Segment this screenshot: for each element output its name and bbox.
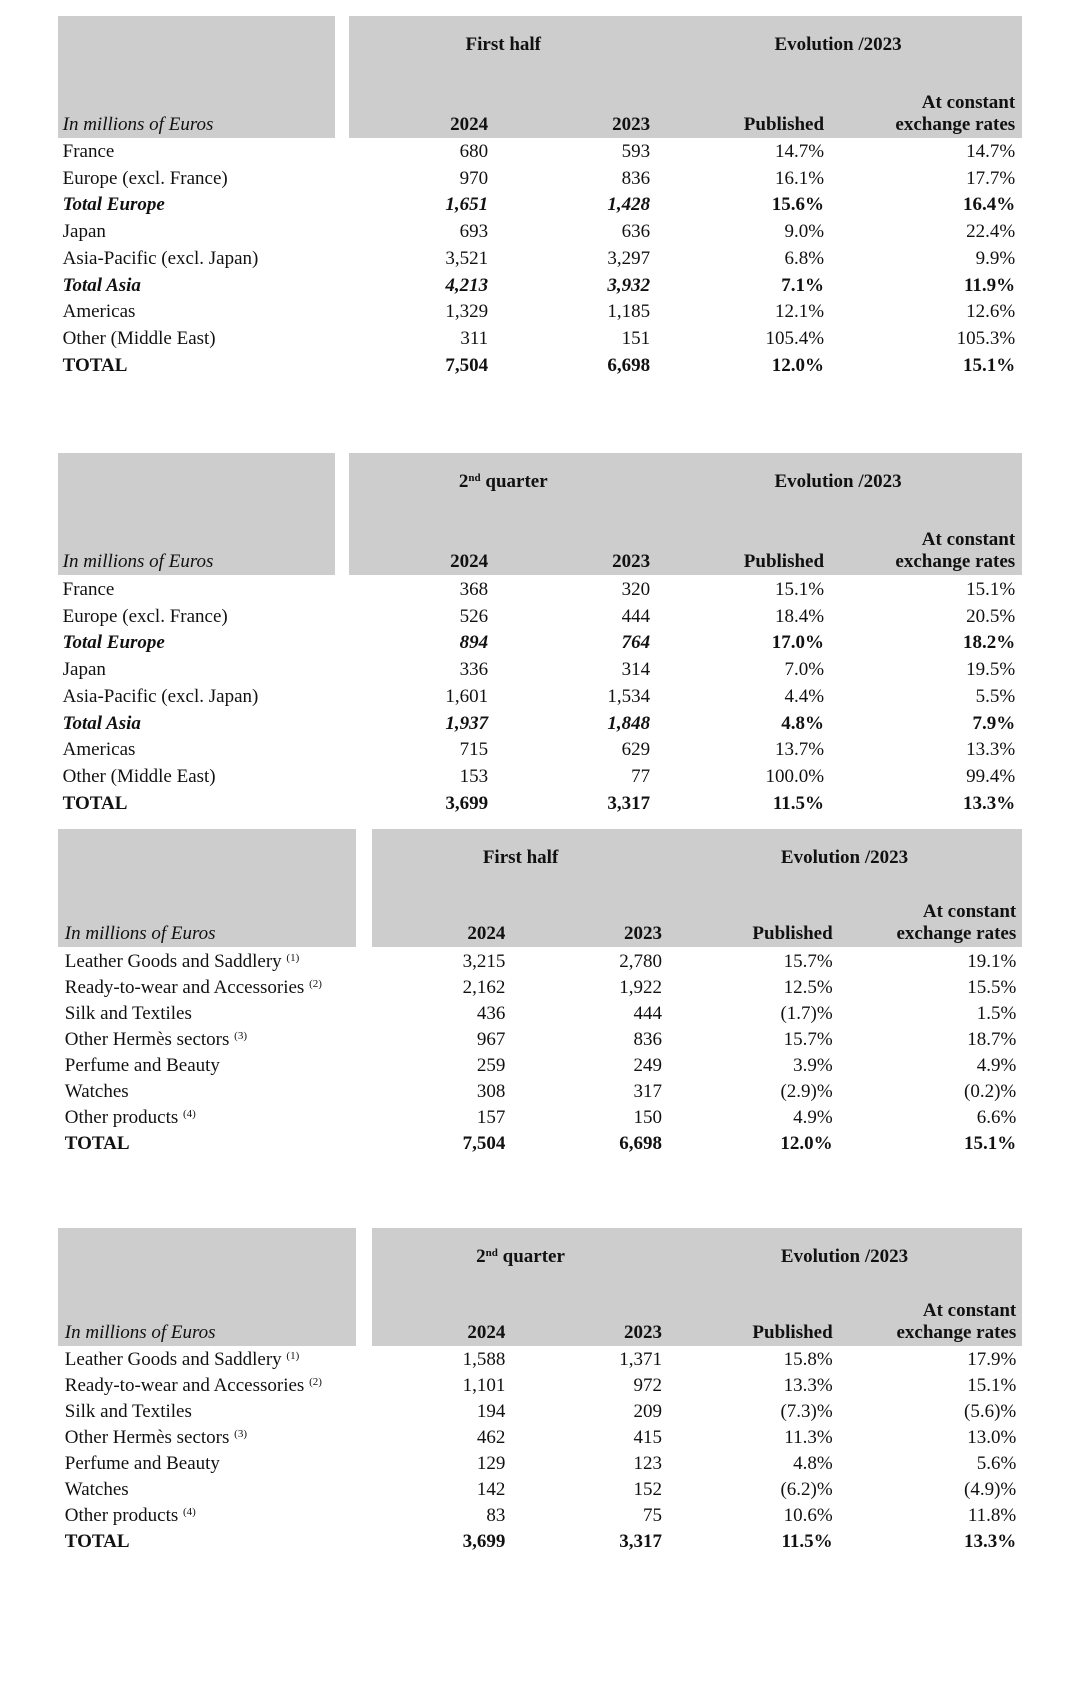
cell-2024: 526 <box>459 606 489 627</box>
cell-published: 13.3% <box>783 1375 833 1396</box>
cell-constant-rate: 11.8% <box>967 1505 1017 1526</box>
row-label-text: Leather Goods and Saddlery <box>64 951 282 972</box>
cell-published: 15.7% <box>783 1029 833 1050</box>
unit-label: In millions of Euros <box>62 551 214 572</box>
cell-2023: 972 <box>633 1375 663 1396</box>
cell-constant-rate: 13.3% <box>966 739 1016 760</box>
cell-constant-rate: 11.9% <box>963 275 1016 296</box>
cell-2024: 336 <box>459 659 489 680</box>
cell-constant-rate: 17.7% <box>966 168 1016 189</box>
table-row-label <box>63 766 216 788</box>
cell-constant-rate: 14.7% <box>966 141 1016 162</box>
row-label-text: Europe (excl. France) <box>62 168 228 189</box>
cell-published: 12.5% <box>783 977 833 998</box>
col-header-constant-line1: At constant <box>921 92 1016 113</box>
cell-constant-rate: 5.5% <box>975 686 1016 707</box>
footnote-ref: (1) <box>286 952 300 964</box>
col-header-2023: 2023 <box>624 1322 663 1343</box>
footnote-ref: (4) <box>183 1506 196 1518</box>
table-row-label <box>65 1107 196 1129</box>
row-label-text: Leather Goods and Saddlery <box>64 1349 282 1370</box>
row-label-text: Total Europe <box>62 632 165 653</box>
cell-2023: 629 <box>621 739 651 760</box>
cell-constant-rate: 13.3% <box>964 1531 1017 1552</box>
cell-2023: 6,698 <box>619 1133 663 1154</box>
evolution-heading: Evolution /2023 <box>780 847 909 868</box>
table-row-label <box>65 1349 299 1371</box>
cell-2024: 142 <box>476 1479 506 1500</box>
cell-2023: 1,428 <box>607 194 651 215</box>
row-label-text: Watches <box>64 1081 129 1102</box>
cell-2024: 693 <box>459 221 489 242</box>
row-label-text: Perfume and Beauty <box>64 1453 220 1474</box>
row-label-text: Other products <box>64 1107 179 1128</box>
row-label-text: TOTAL <box>64 1531 130 1552</box>
cell-published: 3.9% <box>793 1055 833 1076</box>
table-row-label <box>63 659 106 681</box>
cell-constant-rate: 22.4% <box>966 221 1016 242</box>
cell-constant-rate: 6.6% <box>976 1107 1017 1128</box>
cell-published: 15.7% <box>783 951 833 972</box>
cell-2024: 2,162 <box>462 977 506 998</box>
cell-constant-rate: 1.5% <box>976 1003 1017 1024</box>
footnote-ref: (2) <box>309 978 322 990</box>
cell-2024: 1,588 <box>462 1349 506 1370</box>
cell-2024: 1,937 <box>445 713 489 734</box>
cell-constant-rate: 9.9% <box>975 248 1016 269</box>
footnote-ref: (4) <box>183 1108 196 1120</box>
col-header-2024: 2024 <box>467 1322 506 1343</box>
table-row-label <box>65 1133 130 1155</box>
col-header-2024: 2024 <box>450 114 489 135</box>
cell-2023: 2,780 <box>619 951 663 972</box>
table-row-label <box>65 1029 247 1051</box>
table-row-label <box>65 1055 220 1077</box>
cell-published: (7.3)% <box>780 1401 833 1422</box>
cell-2023: 1,922 <box>619 977 663 998</box>
row-label-text: TOTAL <box>62 793 128 814</box>
cell-constant-rate: 15.1% <box>962 355 1016 376</box>
cell-published: 11.5% <box>781 1531 833 1552</box>
col-header-constant-line2: exchange rates <box>896 1322 1017 1343</box>
cell-2024: 153 <box>459 766 489 787</box>
table-row-label <box>63 355 128 377</box>
cell-published: 6.8% <box>784 248 825 269</box>
cell-constant-rate: 15.1% <box>964 1133 1017 1154</box>
col-header-constant-line2: exchange rates <box>895 114 1016 135</box>
row-label-text: Total Asia <box>62 713 141 734</box>
cell-constant-rate: 7.9% <box>972 713 1016 734</box>
cell-2024: 157 <box>476 1107 506 1128</box>
cell-constant-rate: 4.9% <box>976 1055 1017 1076</box>
col-header-published: Published <box>752 1322 833 1343</box>
cell-published: 12.0% <box>780 1133 833 1154</box>
cell-2023: 1,534 <box>607 686 651 707</box>
cell-2023: 1,848 <box>607 713 651 734</box>
col-header-constant-line2: exchange rates <box>895 551 1016 572</box>
table-row-label <box>63 632 165 654</box>
table-row-label <box>63 793 128 815</box>
cell-constant-rate: (5.6)% <box>964 1401 1017 1422</box>
row-label-text: Other Hermès sectors <box>64 1427 230 1448</box>
cell-2023: 3,932 <box>607 275 651 296</box>
cell-constant-rate: 13.0% <box>967 1427 1017 1448</box>
cell-constant-rate: (4.9)% <box>964 1479 1017 1500</box>
col-header-published: Published <box>743 551 825 572</box>
unit-label: In millions of Euros <box>62 114 214 135</box>
col-header-2023: 2023 <box>624 923 663 944</box>
row-label-text: TOTAL <box>62 355 128 376</box>
cell-2023: 150 <box>633 1107 663 1128</box>
row-label-text: Asia-Pacific (excl. Japan) <box>62 686 259 707</box>
table-row-label <box>63 301 136 323</box>
col-header-constant-line1: At constant <box>922 901 1017 922</box>
row-label-text: Silk and Textiles <box>64 1003 192 1024</box>
footnote-ref: (3) <box>234 1428 247 1440</box>
cell-published: 15.8% <box>783 1349 833 1370</box>
cell-2024: 894 <box>459 632 489 653</box>
cell-2024: 129 <box>476 1453 506 1474</box>
cell-2023: 75 <box>643 1505 663 1526</box>
cell-2024: 1,329 <box>445 301 489 322</box>
cell-published: 4.8% <box>793 1453 833 1474</box>
cell-2024: 462 <box>476 1427 506 1448</box>
cell-2024: 1,601 <box>445 686 489 707</box>
cell-constant-rate: 15.1% <box>967 1375 1017 1396</box>
cell-published: 4.8% <box>781 713 825 734</box>
row-label-text: Ready-to-wear and Accessories <box>64 977 305 998</box>
table-row-label <box>63 275 141 297</box>
row-label-text: TOTAL <box>64 1133 130 1154</box>
cell-2023: 3,317 <box>607 793 651 814</box>
row-label-text: Other (Middle East) <box>62 766 216 787</box>
period-heading <box>395 471 611 493</box>
cell-2023: 1,185 <box>607 301 651 322</box>
cell-2023: 314 <box>621 659 651 680</box>
cell-constant-rate: 19.5% <box>966 659 1016 680</box>
cell-2024: 1,651 <box>445 194 489 215</box>
footnote-ref: (1) <box>286 1350 300 1362</box>
cell-published: 105.4% <box>765 328 825 349</box>
period-heading <box>413 847 629 869</box>
cell-published: 13.7% <box>774 739 825 760</box>
cell-published: 16.1% <box>774 168 825 189</box>
period-text-rest: quarter <box>480 471 548 492</box>
table-row-label <box>63 739 136 761</box>
cell-2023: 123 <box>633 1453 663 1474</box>
cell-2023: 320 <box>621 579 651 600</box>
cell-published: 10.6% <box>783 1505 833 1526</box>
period-text: First half <box>465 34 541 55</box>
cell-2023: 209 <box>633 1401 663 1422</box>
row-label-text: Americas <box>62 301 136 322</box>
cell-published: 17.0% <box>771 632 825 653</box>
evolution-heading: Evolution /2023 <box>774 34 902 55</box>
period-text: First half <box>482 847 559 868</box>
table-row-label <box>65 1081 129 1103</box>
cell-constant-rate: 105.3% <box>956 328 1016 349</box>
period-text: 2 <box>476 1246 486 1267</box>
row-label-text: France <box>62 579 115 600</box>
cell-2023: 636 <box>621 221 651 242</box>
cell-published: 4.9% <box>793 1107 833 1128</box>
cell-2024: 3,215 <box>462 951 506 972</box>
cell-published: 7.1% <box>781 275 825 296</box>
row-label-text: Watches <box>64 1479 129 1500</box>
col-header-2023: 2023 <box>612 114 651 135</box>
cell-2024: 259 <box>476 1055 506 1076</box>
footnote-ref: nd <box>468 472 481 484</box>
col-header-2023: 2023 <box>612 551 651 572</box>
cell-2023: 836 <box>621 168 651 189</box>
cell-2023: 151 <box>621 328 651 349</box>
cell-published: (1.7)% <box>780 1003 833 1024</box>
cell-constant-rate: 19.1% <box>967 951 1017 972</box>
table-row-label <box>63 221 106 243</box>
cell-published: 14.7% <box>774 141 825 162</box>
cell-2023: 415 <box>633 1427 663 1448</box>
row-label-text: Japan <box>62 659 106 680</box>
cell-constant-rate: 13.3% <box>962 793 1016 814</box>
footnote-ref: nd <box>485 1247 498 1259</box>
cell-2024: 7,504 <box>462 1133 506 1154</box>
cell-published: 100.0% <box>765 766 825 787</box>
cell-2024: 308 <box>476 1081 506 1102</box>
cell-published: 18.4% <box>774 606 825 627</box>
col-header-constant-line1: At constant <box>922 1300 1017 1321</box>
row-label-text: Americas <box>62 739 136 760</box>
row-label-text: Perfume and Beauty <box>64 1055 220 1076</box>
cell-published: 11.3% <box>784 1427 833 1448</box>
unit-label: In millions of Euros <box>64 923 216 944</box>
table-row-label <box>65 1505 196 1527</box>
cell-published: 12.0% <box>771 355 825 376</box>
cell-published: (6.2)% <box>780 1479 833 1500</box>
cell-2024: 194 <box>476 1401 506 1422</box>
cell-constant-rate: 15.5% <box>967 977 1017 998</box>
col-header-published: Published <box>743 114 825 135</box>
row-label-text: Japan <box>62 221 106 242</box>
table-row-label <box>65 951 299 973</box>
cell-2024: 7,504 <box>445 355 489 376</box>
col-header-published: Published <box>752 923 833 944</box>
footnote-ref: (3) <box>234 1030 247 1042</box>
table-row-label <box>63 579 115 601</box>
period-text-rest: quarter <box>497 1246 565 1267</box>
cell-2024: 311 <box>460 328 489 349</box>
row-label-text: Ready-to-wear and Accessories <box>64 1375 305 1396</box>
cell-2024: 436 <box>476 1003 506 1024</box>
table-row-label <box>63 194 165 216</box>
row-label-text: Asia-Pacific (excl. Japan) <box>62 248 259 269</box>
table-row-label <box>65 1427 247 1449</box>
cell-2023: 1,371 <box>619 1349 663 1370</box>
table-row-label <box>63 713 141 735</box>
cell-2023: 444 <box>621 606 651 627</box>
cell-2023: 444 <box>633 1003 663 1024</box>
row-label-text: Other (Middle East) <box>62 328 216 349</box>
cell-2024: 715 <box>459 739 489 760</box>
cell-constant-rate: 18.2% <box>962 632 1016 653</box>
period-heading <box>413 1246 629 1268</box>
cell-2024: 3,521 <box>445 248 489 269</box>
cell-2023: 152 <box>633 1479 663 1500</box>
row-label-text: Europe (excl. France) <box>62 606 228 627</box>
table-row-label <box>63 328 216 350</box>
evolution-heading: Evolution /2023 <box>780 1246 909 1267</box>
cell-published: 12.1% <box>774 301 825 322</box>
cell-published: 11.5% <box>772 793 825 814</box>
row-label-text: France <box>62 141 115 162</box>
cell-2024: 680 <box>459 141 489 162</box>
cell-2023: 317 <box>633 1081 663 1102</box>
cell-published: (2.9)% <box>780 1081 833 1102</box>
cell-constant-rate: (0.2)% <box>964 1081 1017 1102</box>
cell-2024: 4,213 <box>445 275 489 296</box>
table-row-label <box>65 1531 130 1553</box>
row-label-text: Total Asia <box>62 275 141 296</box>
cell-constant-rate: 18.7% <box>967 1029 1017 1050</box>
cell-2024: 1,101 <box>462 1375 506 1396</box>
table-row-label <box>65 1003 192 1025</box>
cell-published: 9.0% <box>784 221 825 242</box>
table-row-label <box>63 606 228 628</box>
table-row-label <box>63 248 259 270</box>
table-row-label <box>63 168 228 190</box>
cell-constant-rate: 17.9% <box>967 1349 1017 1370</box>
row-label-text: Other Hermès sectors <box>64 1029 230 1050</box>
cell-2024: 83 <box>486 1505 506 1526</box>
cell-2024: 970 <box>459 168 489 189</box>
cell-published: 15.6% <box>771 194 825 215</box>
cell-2024: 967 <box>476 1029 506 1050</box>
table-row-label <box>65 1375 322 1397</box>
cell-2023: 77 <box>631 766 651 787</box>
cell-2023: 3,317 <box>619 1531 663 1552</box>
table-row-label <box>65 977 322 999</box>
cell-2024: 3,699 <box>445 793 489 814</box>
table-row-label <box>65 1479 129 1501</box>
cell-2024: 368 <box>459 579 489 600</box>
row-label-text: Total Europe <box>62 194 165 215</box>
cell-constant-rate: 15.1% <box>966 579 1016 600</box>
period-text: 2 <box>458 471 469 492</box>
row-label-text: Other products <box>64 1505 179 1526</box>
cell-2023: 3,297 <box>607 248 651 269</box>
cell-constant-rate: 16.4% <box>962 194 1016 215</box>
table-row-label <box>63 141 115 163</box>
row-label-text: Silk and Textiles <box>64 1401 192 1422</box>
unit-label: In millions of Euros <box>64 1322 216 1343</box>
cell-2023: 249 <box>633 1055 663 1076</box>
table-row-label <box>63 686 259 708</box>
period-heading <box>395 34 611 56</box>
cell-constant-rate: 20.5% <box>966 606 1016 627</box>
cell-published: 4.4% <box>784 686 825 707</box>
evolution-heading: Evolution /2023 <box>774 471 902 492</box>
footnote-ref: (2) <box>309 1376 322 1388</box>
cell-constant-rate: 12.6% <box>966 301 1016 322</box>
col-header-2024: 2024 <box>467 923 506 944</box>
cell-constant-rate: 5.6% <box>976 1453 1017 1474</box>
cell-published: 15.1% <box>774 579 825 600</box>
col-header-constant-line2: exchange rates <box>896 923 1017 944</box>
cell-constant-rate: 99.4% <box>966 766 1016 787</box>
cell-2023: 6,698 <box>607 355 651 376</box>
cell-2023: 593 <box>621 141 651 162</box>
col-header-2024: 2024 <box>450 551 489 572</box>
cell-2024: 3,699 <box>462 1531 506 1552</box>
table-row-label <box>65 1401 192 1423</box>
table-row-label <box>65 1453 220 1475</box>
cell-2023: 764 <box>621 632 651 653</box>
col-header-constant-line1: At constant <box>921 529 1016 550</box>
cell-2023: 836 <box>633 1029 663 1050</box>
cell-published: 7.0% <box>784 659 825 680</box>
